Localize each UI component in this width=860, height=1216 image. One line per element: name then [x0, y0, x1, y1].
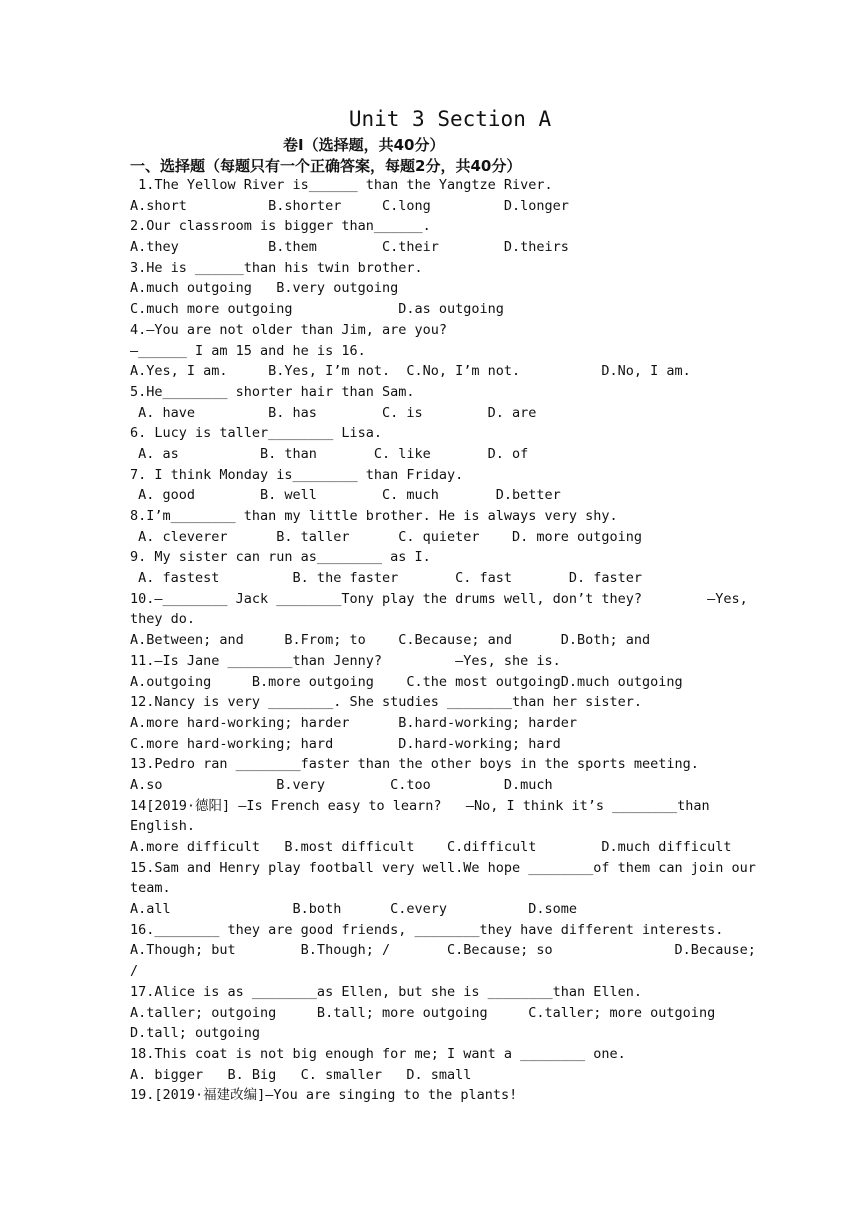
- question-line: A. as B. than C. like D. of: [130, 445, 529, 462]
- question-line: 17.Alice is as ________as Ellen, but she is ________than Ellen.: [130, 983, 643, 1000]
- question-line: 10.—________ Jack ________Tony play the drums well, don’t they? —Yes,: [130, 590, 748, 607]
- section-heading: 一、选择题（每题只有一个正确答案，每题2分，共40分）: [130, 157, 522, 175]
- paper-subtitle: 卷Ⅰ（选择题，共40分）: [283, 136, 445, 154]
- question-line: 14[2019·德阳] —Is French easy to learn? —No, I think it’s ________than: [130, 797, 710, 814]
- question-line: A.outgoing B.more outgoing C.the most outgoingD.much outgoing: [130, 673, 683, 690]
- question-line: A.Though; but B.Though; / C.Because; so D.Because;: [130, 942, 756, 959]
- question-line: 11.—Is Jane ________than Jenny? —Yes, she is.: [130, 652, 561, 669]
- question-line: 13.Pedro ran ________faster than the other boys in the sports meeting.: [130, 756, 699, 773]
- question-line: 8.I’m________ than my little brother. He is always very shy.: [130, 508, 618, 524]
- question-line: A. fastest B. the faster C. fast D. faster: [130, 570, 643, 587]
- question-line: A.all B.both C.every D.some: [130, 901, 578, 918]
- question-line: 2.Our classroom is bigger than______.: [130, 218, 431, 235]
- question-line: team.: [130, 880, 171, 897]
- question-line: A. good B. well C. much D.better: [130, 487, 561, 504]
- question-line: 16.________ they are good friends, ________they have different interests.: [130, 921, 724, 938]
- question-line: 19.[2019·福建改编]—You are singing to the plants!: [130, 1087, 518, 1104]
- question-line: A. bigger B. Big C. smaller D. small: [130, 1066, 472, 1083]
- question-line: D.tall; outgoing: [130, 1025, 261, 1042]
- question-line: C.much more outgoing D.as outgoing: [130, 301, 504, 318]
- question-line: 6. Lucy is taller________ Lisa.: [130, 425, 382, 442]
- question-line: 3.He is ______than his twin brother.: [130, 259, 423, 276]
- question-line: they do.: [130, 611, 196, 628]
- question-line: 12.Nancy is very ________. She studies ________than her sister.: [130, 694, 643, 711]
- question-line: A. have B. has C. is D. are: [130, 404, 537, 421]
- question-line: C.more hard-working; hard D.hard-working; hard: [130, 735, 561, 752]
- question-line: —______ I am 15 and he is 16.: [130, 342, 366, 359]
- question-line: A.more difficult B.most difficult C.difficult D.much difficult: [130, 839, 732, 855]
- question-line: 9. My sister can run as________ as I.: [130, 549, 431, 566]
- page-title: Unit 3 Section A: [348, 107, 552, 131]
- question-line: 4.—You are not older than Jim, are you?: [130, 321, 447, 338]
- question-line: A. cleverer B. taller C. quieter D. more outgoing: [130, 528, 643, 545]
- question-line: English.: [130, 818, 196, 835]
- question-line: 15.Sam and Henry play football very well.We hope ________of them can join our: [130, 859, 756, 876]
- question-line: A.Between; and B.From; to C.Because; and D.Both; and: [130, 632, 651, 649]
- question-line: 18.This coat is not big enough for me; I want a ________ one.: [130, 1045, 626, 1062]
- question-line: 1.The Yellow River is______ than the Yangtze River.: [130, 177, 553, 193]
- question-list: [130, 175, 756, 1106]
- question-line: A.taller; outgoing B.tall; more outgoing C.taller; more outgoing: [130, 1004, 716, 1021]
- question-line: A.so B.very C.too D.much: [130, 776, 553, 793]
- question-line: A.more hard-working; harder B.hard-working; harder: [130, 714, 578, 731]
- question-line: 5.He________ shorter hair than Sam.: [130, 383, 415, 400]
- question-line: A.they B.them C.their D.theirs: [130, 239, 569, 256]
- question-line: A.much outgoing B.very outgoing: [130, 280, 399, 297]
- question-line: 7. I think Monday is________ than Friday.: [130, 466, 464, 483]
- question-line: A.Yes, I am. B.Yes, I’m not. C.No, I’m not. D.No, I am.: [130, 363, 691, 380]
- question-line: /: [130, 963, 139, 980]
- question-line: A.short B.shorter C.long D.longer: [130, 197, 569, 214]
